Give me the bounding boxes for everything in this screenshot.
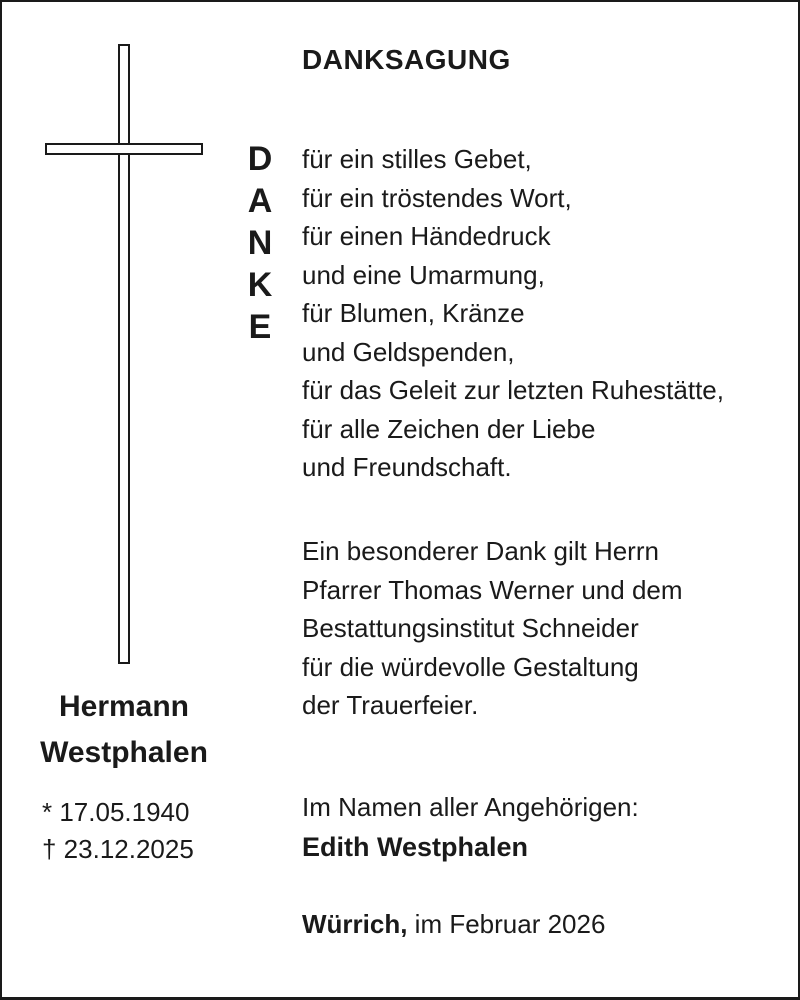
danke-letter: N [247, 224, 273, 262]
heading: DANKSAGUNG [302, 44, 511, 75]
date: im Februar 2026 [407, 909, 606, 939]
poem-line: für Blumen, Kränze [302, 298, 525, 328]
poem-line: und Geldspenden, [302, 336, 515, 367]
place-and-date [302, 909, 605, 940]
deceased-last-name: Westphalen [40, 736, 208, 769]
poem-line: und Freundschaft. [302, 452, 512, 482]
poem-line: für ein stilles Gebet, [302, 144, 532, 174]
cross-vertical-beam [118, 44, 130, 664]
birth-date: * 17.05.1940 [42, 797, 190, 827]
deceased-first-name: Hermann [58, 690, 190, 723]
danke-vertical-word [234, 138, 286, 348]
danke-letter: E [248, 308, 272, 346]
danke-letter: A [247, 182, 273, 220]
special-thanks [302, 532, 683, 725]
poem-line: für alle Zeichen der Liebe [302, 413, 596, 444]
thanks-line: Bestattungsinstitut Schneider [302, 613, 639, 643]
on-behalf-line: Im Namen aller Angehörigen: [302, 792, 639, 822]
thanks-line: für die würdevolle Gestaltung [302, 651, 639, 682]
cross-joint [120, 145, 128, 153]
poem-line: für ein tröstendes Wort, [302, 182, 572, 213]
thanks-line: der Trauerfeier. [302, 690, 479, 720]
thanks-line: Ein besonderer Dank gilt Herrn [302, 536, 659, 566]
thanks-line: Pfarrer Thomas Werner und dem [302, 574, 683, 605]
death-date: † 23.12.2025 [42, 834, 194, 864]
poem-line: für einen Händedruck [302, 221, 551, 251]
danke-letter: K [247, 266, 273, 304]
place: Würrich, [302, 909, 408, 939]
poem-line: und eine Umarmung, [302, 259, 545, 290]
signer-name: Edith Westphalen [302, 832, 529, 862]
thanks-poem [302, 140, 724, 487]
poem-line: für das Geleit zur letzten Ruhestätte, [302, 375, 724, 405]
danke-letter: D [247, 140, 273, 178]
